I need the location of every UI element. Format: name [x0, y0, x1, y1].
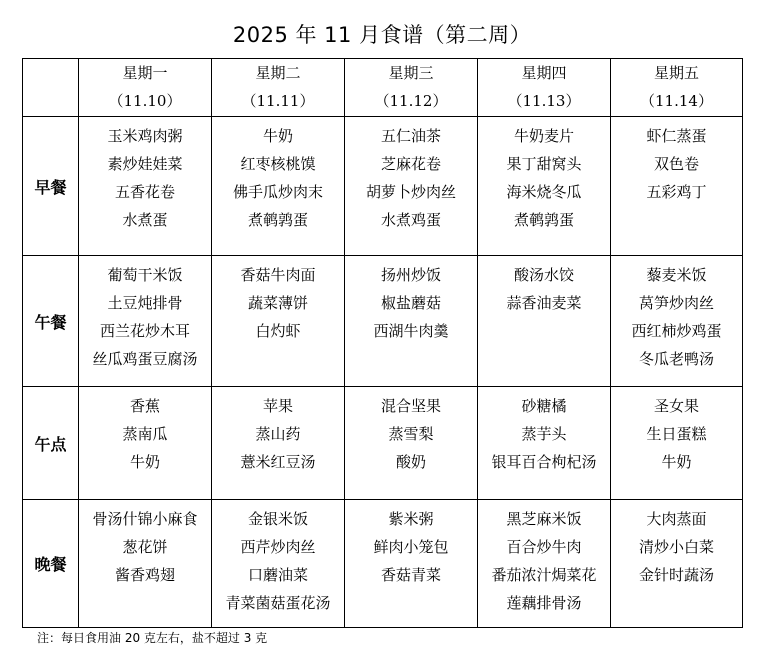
dish-list: [478, 256, 610, 317]
breakfast-row: [23, 117, 743, 256]
dish-item: 蒸芋头: [521, 425, 567, 443]
meal-label: 午点: [23, 387, 79, 500]
dish-item: 蒜香油麦菜: [506, 294, 582, 312]
menu-cell-thursday: [478, 500, 611, 628]
snack-row: [23, 387, 743, 500]
dish-item: 鲜肉小笼包: [373, 538, 449, 556]
dish-list: [478, 500, 610, 617]
day-date: （11.12）: [374, 92, 448, 110]
menu-cell-monday: [79, 256, 212, 387]
menu-cell-tuesday: [212, 500, 345, 628]
dish-item: 五仁油茶: [380, 127, 441, 145]
dish-item: 混合坚果: [380, 397, 441, 415]
dish-list: [212, 387, 344, 476]
meal-label: 早餐: [23, 117, 79, 256]
dish-item: 香蕉: [129, 397, 160, 415]
day-name: 星期四: [521, 64, 567, 82]
dinner-row: [23, 500, 743, 628]
day-date: （11.13）: [507, 92, 581, 110]
menu-cell-wednesday: [345, 387, 478, 500]
dish-item: 苹果: [262, 397, 293, 415]
menu-cell-monday: [79, 117, 212, 256]
dish-item: 酸奶: [395, 453, 426, 471]
dish-list: [79, 387, 211, 476]
day-header-tuesday: [212, 59, 345, 117]
dish-list: [79, 500, 211, 589]
dish-list: [345, 117, 477, 234]
day-date: （11.14）: [640, 92, 713, 110]
meal-label: 晚餐: [23, 500, 79, 628]
dish-item: 金银米饭: [247, 510, 308, 528]
dish-item: 牛奶: [661, 453, 692, 471]
dish-item: 砂糖橘: [521, 397, 567, 415]
corner-cell: [23, 59, 79, 117]
dish-list: [611, 500, 742, 589]
menu-cell-friday: [611, 117, 743, 256]
dish-item: 煮鹌鹑蛋: [513, 211, 574, 229]
weekly-menu-table: [22, 58, 743, 628]
page-title: 2025 年 11 月食谱（第二周）: [232, 23, 532, 47]
dish-item: 牛奶: [262, 127, 293, 145]
dish-item: 青菜菌菇蛋花汤: [225, 594, 331, 612]
dish-item: 藜麦米饭: [646, 266, 707, 284]
dish-list: [611, 387, 742, 476]
dish-item: 香菇青菜: [380, 566, 441, 584]
dish-item: 水煮鸡蛋: [380, 211, 441, 229]
menu-cell-thursday: [478, 117, 611, 256]
dish-list: [478, 387, 610, 476]
dish-item: 海米烧冬瓜: [506, 183, 582, 201]
lunch-row: [23, 256, 743, 387]
day-header-thursday: [478, 59, 611, 117]
dish-item: 莲藕排骨汤: [506, 594, 582, 612]
dish-item: 莴笋炒肉丝: [638, 294, 714, 312]
day-name: 星期一: [122, 64, 168, 82]
dish-item: 煮鹌鹑蛋: [247, 211, 308, 229]
dish-item: 骨汤什锦小麻食: [92, 510, 198, 528]
dish-list: [345, 256, 477, 345]
dish-item: 番茄浓汁焗菜花: [491, 566, 597, 584]
dish-item: 牛奶麦片: [513, 127, 574, 145]
menu-cell-thursday: [478, 387, 611, 500]
dish-item: 红枣核桃馍: [240, 155, 316, 173]
dish-list: [611, 117, 742, 206]
dish-item: 大肉蒸面: [646, 510, 707, 528]
meal-label: 午餐: [23, 256, 79, 387]
dish-item: 白灼虾: [255, 322, 301, 340]
menu-cell-wednesday: [345, 500, 478, 628]
day-date: （11.11）: [241, 92, 315, 110]
footnote: 注：每日食用油 20 克左右，盐不超过 3 克: [37, 631, 268, 645]
dish-item: 圣女果: [653, 397, 699, 415]
menu-cell-friday: [611, 500, 743, 628]
dish-item: 芝麻花卷: [380, 155, 441, 173]
dish-item: 冬瓜老鸭汤: [638, 350, 714, 368]
dish-item: 五彩鸡丁: [646, 183, 707, 201]
menu-cell-tuesday: [212, 117, 345, 256]
dish-item: 葡萄干米饭: [107, 266, 183, 284]
dish-list: [79, 256, 211, 373]
day-name: 星期五: [653, 64, 699, 82]
dish-item: 丝瓜鸡蛋豆腐汤: [92, 350, 198, 368]
dish-item: 银耳百合枸杞汤: [491, 453, 597, 471]
dish-item: 西湖牛肉羹: [373, 322, 449, 340]
dish-list: [478, 117, 610, 234]
dish-item: 酱香鸡翅: [114, 566, 175, 584]
dish-item: 清炒小白菜: [638, 538, 714, 556]
dish-list: [345, 387, 477, 476]
dish-item: 酸汤水饺: [513, 266, 574, 284]
menu-cell-friday: [611, 256, 743, 387]
menu-cell-tuesday: [212, 387, 345, 500]
dish-item: 金针时蔬汤: [638, 566, 714, 584]
dish-item: 黑芝麻米饭: [506, 510, 582, 528]
dish-item: 土豆炖排骨: [107, 294, 183, 312]
day-date: （11.10）: [108, 92, 182, 110]
dish-list: [212, 256, 344, 345]
day-name: 星期三: [388, 64, 434, 82]
dish-item: 佛手瓜炒肉末: [232, 183, 323, 201]
dish-item: 蒸雪梨: [388, 425, 434, 443]
dish-item: 椒盐蘑菇: [380, 294, 441, 312]
dish-item: 薏米红豆汤: [240, 453, 316, 471]
dish-item: 玉米鸡肉粥: [107, 127, 183, 145]
dish-item: 紫米粥: [388, 510, 434, 528]
dish-item: 扬州炒饭: [380, 266, 441, 284]
dish-item: 西兰花炒木耳: [99, 322, 190, 340]
dish-item: 素炒娃娃菜: [107, 155, 183, 173]
day-header-friday: [611, 59, 743, 117]
menu-cell-wednesday: [345, 256, 478, 387]
dish-list: [212, 500, 344, 617]
dish-item: 口蘑油菜: [247, 566, 308, 584]
dish-item: 葱花饼: [122, 538, 168, 556]
menu-cell-monday: [79, 500, 212, 628]
menu-cell-monday: [79, 387, 212, 500]
dish-item: 蒸山药: [255, 425, 301, 443]
header-row: [23, 59, 743, 117]
menu-cell-wednesday: [345, 117, 478, 256]
dish-item: 西红柿炒鸡蛋: [631, 322, 722, 340]
dish-item: 百合炒牛肉: [506, 538, 582, 556]
menu-cell-tuesday: [212, 256, 345, 387]
dish-list: [79, 117, 211, 234]
dish-list: [212, 117, 344, 234]
dish-item: 双色卷: [653, 155, 699, 173]
dish-item: 西芹炒肉丝: [240, 538, 316, 556]
menu-cell-friday: [611, 387, 743, 500]
day-header-wednesday: [345, 59, 478, 117]
day-name: 星期二: [255, 64, 301, 82]
dish-item: 五香花卷: [114, 183, 175, 201]
dish-item: 蒸南瓜: [122, 425, 168, 443]
dish-item: 生日蛋糕: [646, 425, 707, 443]
dish-item: 果丁甜窝头: [506, 155, 582, 173]
dish-item: 牛奶: [129, 453, 160, 471]
dish-item: 水煮蛋: [122, 211, 168, 229]
dish-list: [345, 500, 477, 589]
dish-item: 虾仁蒸蛋: [646, 127, 707, 145]
dish-list: [611, 256, 742, 373]
day-header-monday: [79, 59, 212, 117]
dish-item: 蔬菜薄饼: [247, 294, 308, 312]
menu-cell-thursday: [478, 256, 611, 387]
dish-item: 胡萝卜炒肉丝: [365, 183, 456, 201]
dish-item: 香菇牛肉面: [240, 266, 316, 284]
